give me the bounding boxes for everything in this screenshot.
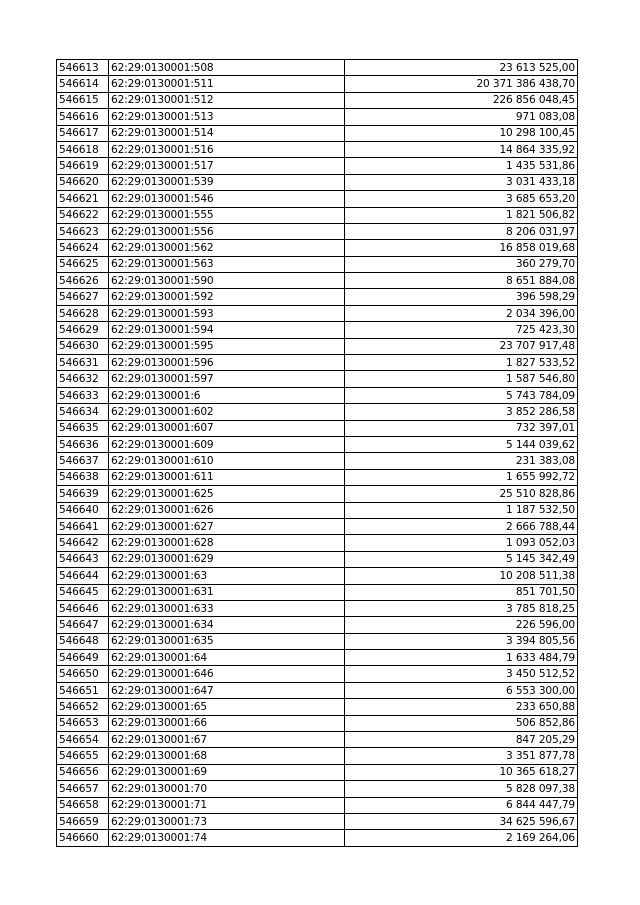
cadastral-number-cell: 62:29:0130001:633: [109, 600, 345, 616]
table-row: [57, 764, 578, 780]
cadastral-value-cell: 1 821 506,82: [345, 207, 578, 223]
cadastral-value-cell: 16 858 019,68: [345, 240, 578, 256]
cadastral-value-cell: 23 613 525,00: [345, 60, 578, 76]
cadastral-number-cell: 62:29:0130001:516: [109, 141, 345, 157]
cadastral-value-cell: 3 351 877,78: [345, 748, 578, 764]
cadastral-number-cell: 62:29:0130001:66: [109, 715, 345, 731]
row-id-cell: 546633: [57, 387, 109, 403]
cadastral-number-cell: 62:29:0130001:64: [109, 650, 345, 666]
row-id-cell: 546638: [57, 469, 109, 485]
cadastral-number-cell: 62:29:0130001:512: [109, 92, 345, 108]
row-id-cell: 546617: [57, 125, 109, 141]
table-row: [57, 551, 578, 567]
cadastral-value-cell: 3 852 286,58: [345, 404, 578, 420]
table-row: [57, 338, 578, 354]
row-id-cell: 546635: [57, 420, 109, 436]
row-id-cell: 546619: [57, 158, 109, 174]
row-id-cell: 546654: [57, 732, 109, 748]
row-id-cell: 546651: [57, 682, 109, 698]
row-id-cell: 546615: [57, 92, 109, 108]
cadastral-value-cell: 847 205,29: [345, 732, 578, 748]
row-id-cell: 546637: [57, 453, 109, 469]
cadastral-number-cell: 62:29:0130001:514: [109, 125, 345, 141]
cadastral-value-cell: 20 371 386 438,70: [345, 76, 578, 92]
cadastral-number-cell: 62:29:0130001:517: [109, 158, 345, 174]
row-id-cell: 546650: [57, 666, 109, 682]
table-row: [57, 109, 578, 125]
cadastral-number-cell: 62:29:0130001:74: [109, 830, 345, 846]
cadastral-value-cell: 6 844 447,79: [345, 797, 578, 813]
table-row: [57, 76, 578, 92]
table-row: [57, 732, 578, 748]
table-row: [57, 404, 578, 420]
cadastral-number-cell: 62:29:0130001:555: [109, 207, 345, 223]
cadastral-value-cell: 25 510 828,86: [345, 486, 578, 502]
cadastral-number-cell: 62:29:0130001:610: [109, 453, 345, 469]
cadastral-number-cell: 62:29:0130001:646: [109, 666, 345, 682]
cadastral-number-cell: 62:29:0130001:590: [109, 273, 345, 289]
table-row: [57, 682, 578, 698]
row-id-cell: 546643: [57, 551, 109, 567]
cadastral-value-cell: 34 625 596,67: [345, 813, 578, 829]
cadastral-value-cell: 1 633 484,79: [345, 650, 578, 666]
cadastral-number-cell: 62:29:0130001:595: [109, 338, 345, 354]
row-id-cell: 546631: [57, 355, 109, 371]
table-row: [57, 174, 578, 190]
table-row: [57, 289, 578, 305]
cadastral-number-cell: 62:29:0130001:563: [109, 256, 345, 272]
table-row: [57, 502, 578, 518]
table-row: [57, 781, 578, 797]
cadastral-number-cell: 62:29:0130001:635: [109, 633, 345, 649]
row-id-cell: 546629: [57, 322, 109, 338]
row-id-cell: 546628: [57, 305, 109, 321]
cadastral-value-cell: 10 298 100,45: [345, 125, 578, 141]
table-row: [57, 617, 578, 633]
cadastral-value-cell: 5 144 039,62: [345, 436, 578, 452]
row-id-cell: 546642: [57, 535, 109, 551]
row-id-cell: 546627: [57, 289, 109, 305]
row-id-cell: 546632: [57, 371, 109, 387]
cadastral-number-cell: 62:29:0130001:513: [109, 109, 345, 125]
cadastral-number-cell: 62:29:0130001:556: [109, 223, 345, 239]
row-id-cell: 546641: [57, 518, 109, 534]
table-row: [57, 322, 578, 338]
cadastral-number-cell: 62:29:0130001:628: [109, 535, 345, 551]
cadastral-number-cell: 62:29:0130001:6: [109, 387, 345, 403]
cadastral-number-cell: 62:29:0130001:594: [109, 322, 345, 338]
cadastral-value-cell: 3 785 818,25: [345, 600, 578, 616]
cadastral-value-cell: 3 685 653,20: [345, 191, 578, 207]
cadastral-value-cell: 226 596,00: [345, 617, 578, 633]
cadastral-value-cell: 1 435 531,86: [345, 158, 578, 174]
table-row: [57, 518, 578, 534]
cadastral-number-cell: 62:29:0130001:71: [109, 797, 345, 813]
cadastral-value-cell: 3 450 512,52: [345, 666, 578, 682]
table-row: [57, 387, 578, 403]
table-row: [57, 600, 578, 616]
cadastral-number-cell: 62:29:0130001:607: [109, 420, 345, 436]
table-row: [57, 650, 578, 666]
cadastral-value-cell: 8 206 031,97: [345, 223, 578, 239]
cadastral-value-cell: 1 827 533,52: [345, 355, 578, 371]
table-row: [57, 60, 578, 76]
table-row: [57, 256, 578, 272]
cadastral-value-cell: 2 666 788,44: [345, 518, 578, 534]
cadastral-number-cell: 62:29:0130001:647: [109, 682, 345, 698]
table-row: [57, 273, 578, 289]
cadastral-number-cell: 62:29:0130001:67: [109, 732, 345, 748]
cadastral-number-cell: 62:29:0130001:631: [109, 584, 345, 600]
table-row: [57, 830, 578, 846]
table-row: [57, 568, 578, 584]
table-row: [57, 92, 578, 108]
cadastral-number-cell: 62:29:0130001:629: [109, 551, 345, 567]
cadastral-number-cell: 62:29:0130001:611: [109, 469, 345, 485]
row-id-cell: 546645: [57, 584, 109, 600]
row-id-cell: 546660: [57, 830, 109, 846]
table-row: [57, 141, 578, 157]
cadastral-value-cell: 1 187 532,50: [345, 502, 578, 518]
cadastral-value-cell: 14 864 335,92: [345, 141, 578, 157]
cadastral-number-cell: 62:29:0130001:508: [109, 60, 345, 76]
row-id-cell: 546618: [57, 141, 109, 157]
cadastral-value-cell: 10 208 511,38: [345, 568, 578, 584]
row-id-cell: 546630: [57, 338, 109, 354]
row-id-cell: 546640: [57, 502, 109, 518]
cadastral-value-cell: 226 856 048,45: [345, 92, 578, 108]
row-id-cell: 546648: [57, 633, 109, 649]
table-row: [57, 813, 578, 829]
row-id-cell: 546621: [57, 191, 109, 207]
cadastral-value-cell: 6 553 300,00: [345, 682, 578, 698]
cadastral-number-cell: 62:29:0130001:70: [109, 781, 345, 797]
row-id-cell: 546624: [57, 240, 109, 256]
cadastral-value-cell: 2 034 396,00: [345, 305, 578, 321]
cadastral-value-cell: 3 394 805,56: [345, 633, 578, 649]
row-id-cell: 546625: [57, 256, 109, 272]
cadastral-value-cell: 1 655 992,72: [345, 469, 578, 485]
cadastral-number-cell: 62:29:0130001:627: [109, 518, 345, 534]
cadastral-value-cell: 8 651 884,08: [345, 273, 578, 289]
cadastral-number-cell: 62:29:0130001:609: [109, 436, 345, 452]
row-id-cell: 546616: [57, 109, 109, 125]
row-id-cell: 546652: [57, 699, 109, 715]
table-body: [57, 60, 578, 847]
cadastral-value-cell: 971 083,08: [345, 109, 578, 125]
row-id-cell: 546614: [57, 76, 109, 92]
row-id-cell: 546646: [57, 600, 109, 616]
table-row: [57, 436, 578, 452]
row-id-cell: 546639: [57, 486, 109, 502]
row-id-cell: 546656: [57, 764, 109, 780]
table-row: [57, 240, 578, 256]
table-row: [57, 699, 578, 715]
cadastral-number-cell: 62:29:0130001:539: [109, 174, 345, 190]
cadastral-number-cell: 62:29:0130001:626: [109, 502, 345, 518]
cadastral-value-cell: 725 423,30: [345, 322, 578, 338]
cadastral-value-cell: 3 031 433,18: [345, 174, 578, 190]
table-row: [57, 453, 578, 469]
row-id-cell: 546634: [57, 404, 109, 420]
cadastral-number-cell: 62:29:0130001:65: [109, 699, 345, 715]
cadastral-value-cell: 732 397,01: [345, 420, 578, 436]
row-id-cell: 546620: [57, 174, 109, 190]
cadastral-number-cell: 62:29:0130001:593: [109, 305, 345, 321]
cadastral-number-cell: 62:29:0130001:69: [109, 764, 345, 780]
row-id-cell: 546613: [57, 60, 109, 76]
table-row: [57, 355, 578, 371]
cadastral-number-cell: 62:29:0130001:592: [109, 289, 345, 305]
cadastral-number-cell: 62:29:0130001:596: [109, 355, 345, 371]
table-row: [57, 633, 578, 649]
cadastral-number-cell: 62:29:0130001:511: [109, 76, 345, 92]
cadastral-value-cell: 5 145 342,49: [345, 551, 578, 567]
cadastral-value-cell: 396 598,29: [345, 289, 578, 305]
table-row: [57, 797, 578, 813]
row-id-cell: 546657: [57, 781, 109, 797]
cadastral-value-cell: 360 279,70: [345, 256, 578, 272]
table-row: [57, 207, 578, 223]
cadastral-value-cell: 5 828 097,38: [345, 781, 578, 797]
table-row: [57, 371, 578, 387]
table-row: [57, 748, 578, 764]
row-id-cell: 546626: [57, 273, 109, 289]
cadastral-number-cell: 62:29:0130001:625: [109, 486, 345, 502]
table-row: [57, 223, 578, 239]
cadastral-value-cell: 506 852,86: [345, 715, 578, 731]
cadastral-value-cell: 1 587 546,80: [345, 371, 578, 387]
cadastral-number-cell: 62:29:0130001:597: [109, 371, 345, 387]
table-row: [57, 305, 578, 321]
cadastral-value-cell: 23 707 917,48: [345, 338, 578, 354]
table-row: [57, 125, 578, 141]
cadastral-value-cell: 231 383,08: [345, 453, 578, 469]
row-id-cell: 546653: [57, 715, 109, 731]
row-id-cell: 546636: [57, 436, 109, 452]
table-row: [57, 191, 578, 207]
row-id-cell: 546623: [57, 223, 109, 239]
table-row: [57, 486, 578, 502]
cadastral-number-cell: 62:29:0130001:602: [109, 404, 345, 420]
table-row: [57, 715, 578, 731]
row-id-cell: 546649: [57, 650, 109, 666]
row-id-cell: 546622: [57, 207, 109, 223]
cadastral-number-cell: 62:29:0130001:546: [109, 191, 345, 207]
row-id-cell: 546647: [57, 617, 109, 633]
row-id-cell: 546655: [57, 748, 109, 764]
cadastral-value-cell: 5 743 784,09: [345, 387, 578, 403]
row-id-cell: 546658: [57, 797, 109, 813]
cadastral-number-cell: 62:29:0130001:63: [109, 568, 345, 584]
cadastral-value-cell: 1 093 052,03: [345, 535, 578, 551]
row-id-cell: 546659: [57, 813, 109, 829]
cadastral-number-cell: 62:29:0130001:73: [109, 813, 345, 829]
cadastral-number-cell: 62:29:0130001:68: [109, 748, 345, 764]
table-row: [57, 666, 578, 682]
table-row: [57, 158, 578, 174]
table-row: [57, 584, 578, 600]
cadastral-value-cell: 2 169 264,06: [345, 830, 578, 846]
table-row: [57, 469, 578, 485]
cadastral-number-cell: 62:29:0130001:634: [109, 617, 345, 633]
cadastral-number-cell: 62:29:0130001:562: [109, 240, 345, 256]
row-id-cell: 546644: [57, 568, 109, 584]
cadastral-value-cell: 10 365 618,27: [345, 764, 578, 780]
cadastral-value-cell: 233 650,88: [345, 699, 578, 715]
table-row: [57, 535, 578, 551]
cadastral-value-cell: 851 701,50: [345, 584, 578, 600]
table-row: [57, 420, 578, 436]
cadastral-value-table: [56, 59, 578, 847]
